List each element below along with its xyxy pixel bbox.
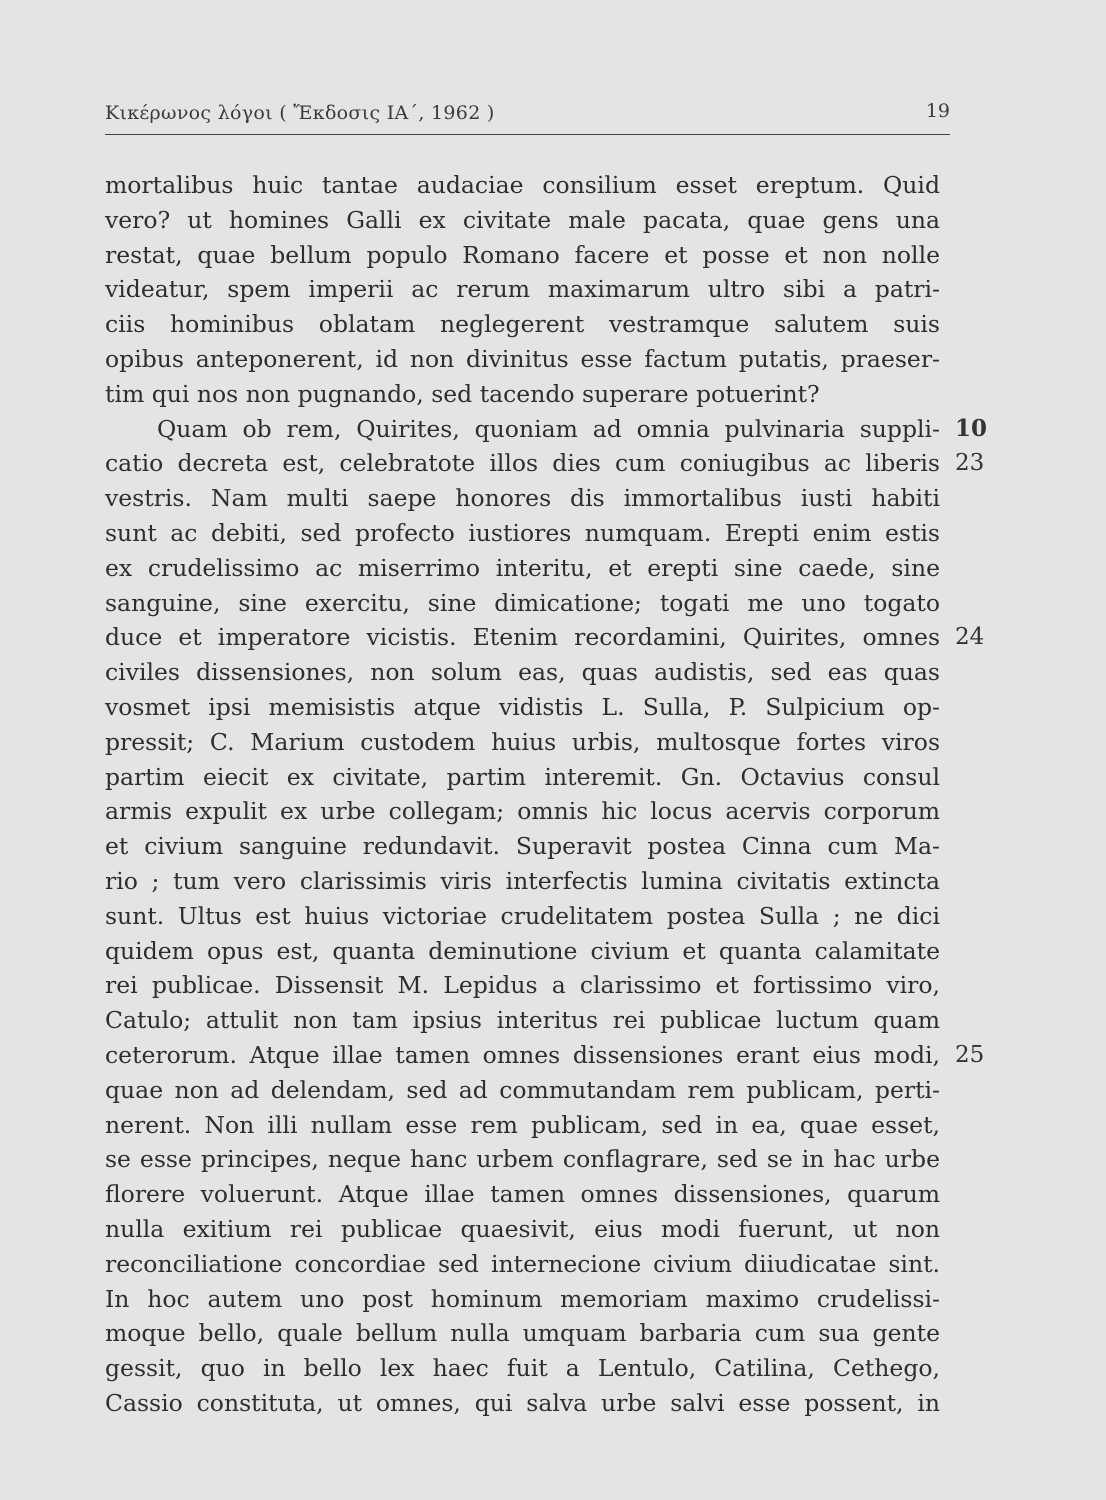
line-text: In hoc autem uno post hominum memoriam maximo crudelissi- bbox=[105, 1284, 940, 1313]
text-line bbox=[105, 690, 940, 725]
line-text: videatur, spem imperii ac rerum maximarum ultro sibi a patri- bbox=[105, 275, 940, 304]
text-line bbox=[105, 516, 940, 551]
text-line bbox=[105, 655, 940, 690]
line-text: civiles dissensiones, non solum eas, quas audistis, sed eas quas bbox=[105, 658, 940, 687]
line-text: Quam ob rem, Quirites, quoniam ad omnia pulvinaria suppli- bbox=[157, 414, 940, 443]
page-number: 19 bbox=[925, 100, 950, 122]
text-line bbox=[105, 1386, 940, 1421]
margin-section-number: 24 bbox=[955, 624, 985, 651]
line-text: se esse principes, neque hanc urbem conflagrare, sed se in hac urbe bbox=[105, 1145, 940, 1174]
line-text: nerent. Non illi nullam esse rem publicam, sed in ea, quae esset, bbox=[105, 1110, 940, 1139]
line-text: opibus anteponerent, id non divinitus esse factum putatis, praeser- bbox=[105, 344, 940, 373]
text-line bbox=[105, 238, 940, 273]
text-line bbox=[105, 412, 988, 447]
text-line bbox=[105, 1142, 940, 1177]
text-line bbox=[105, 586, 940, 621]
line-text: armis expulit ex urbe collegam; omnis hic locus acervis corporum bbox=[105, 797, 940, 826]
line-text: Catulo; attulit non tam ipsius interitus rei publicae luctum quam bbox=[105, 1006, 940, 1035]
text-line bbox=[105, 760, 940, 795]
text-line bbox=[105, 934, 940, 969]
text-line bbox=[105, 1108, 940, 1143]
line-text: nulla exitium rei publicae quaesivit, eius modi fuerunt, ut non bbox=[105, 1214, 940, 1243]
line-text: et civium sanguine redundavit. Superavit postea Cinna cum Ma- bbox=[105, 832, 940, 861]
body-text bbox=[105, 168, 988, 1421]
text-line bbox=[105, 1003, 940, 1038]
running-header bbox=[105, 98, 950, 138]
text-line bbox=[105, 446, 985, 481]
line-text: vestris. Nam multi saepe honores dis immortalibus iusti habiti bbox=[105, 484, 940, 513]
text-line bbox=[105, 829, 940, 864]
line-text: vosmet ipsi memisistis atque vidistis L. Sulla, P. Sulpicium op- bbox=[105, 692, 940, 721]
text-line bbox=[105, 794, 940, 829]
line-text: quae non ad delendam, sed ad commutandam rem publicam, perti- bbox=[105, 1075, 940, 1104]
text-line bbox=[105, 968, 940, 1003]
line-text: gessit, quo in bello lex haec fuit a Lentulo, Catilina, Cethego, bbox=[105, 1354, 940, 1383]
line-text: sunt. Ultus est huius victoriae crudelitatem postea Sulla ; ne dici bbox=[105, 901, 940, 930]
text-line bbox=[105, 551, 940, 586]
margin-section-number: 23 bbox=[955, 450, 985, 477]
line-text: reconciliatione concordiae sed internecione civium diiudicatae sint. bbox=[105, 1249, 940, 1278]
line-text: sunt ac debiti, sed profecto iustiores numquam. Erepti enim estis bbox=[105, 518, 940, 547]
text-line bbox=[105, 168, 940, 203]
text-line bbox=[105, 1351, 940, 1386]
line-text: rio ; tum vero clarissimis viris interfectis lumina civitatis extincta bbox=[105, 866, 940, 895]
text-line bbox=[105, 1212, 940, 1247]
header-rule bbox=[105, 134, 950, 135]
text-line bbox=[105, 864, 940, 899]
text-line bbox=[105, 725, 940, 760]
text-line bbox=[105, 481, 940, 516]
text-line bbox=[105, 307, 940, 342]
text-line bbox=[105, 620, 985, 655]
line-text: quidem opus est, quanta deminutione civium et quanta calamitate bbox=[105, 936, 940, 965]
line-text: ceterorum. Atque illae tamen omnes dissensiones erant eius modi, bbox=[105, 1040, 940, 1069]
text-line bbox=[105, 1282, 940, 1317]
line-text: florere voluerunt. Atque illae tamen omnes dissensiones, quarum bbox=[105, 1180, 940, 1209]
line-text: pressit; C. Marium custodem huius urbis, multosque fortes viros bbox=[105, 727, 940, 756]
margin-section-number: 10 bbox=[955, 414, 988, 442]
text-line bbox=[105, 342, 940, 377]
line-text: moque bello, quale bellum nulla umquam barbaria cum sua gente bbox=[105, 1319, 940, 1348]
line-text: mortalibus huic tantae audaciae consilium esset ereptum. Quid bbox=[105, 171, 940, 199]
line-text: Cassio constituta, ut omnes, qui salva urbe salvi esse possent, in bbox=[105, 1388, 940, 1417]
line-text: vero? ut homines Galli ex civitate male pacata, quae gens una bbox=[105, 205, 940, 234]
text-line bbox=[105, 1177, 940, 1212]
text-line bbox=[105, 1073, 940, 1108]
line-text: tim qui nos non pugnando, sed tacendo superare potuerint? bbox=[105, 379, 820, 408]
margin-section-number: 25 bbox=[955, 1041, 985, 1068]
line-text: catio decreta est, celebratote illos dies cum coniugibus ac liberis bbox=[105, 449, 940, 478]
line-text: duce et imperatore vicistis. Etenim recordamini, Quirites, omnes bbox=[105, 623, 940, 652]
line-text: sanguine, sine exercitu, sine dimicatione; togati me uno togato bbox=[105, 588, 940, 617]
text-line bbox=[105, 899, 940, 934]
line-text: partim eiecit ex civitate, partim interemit. Gn. Octavius consul bbox=[105, 762, 940, 791]
text-line bbox=[105, 377, 940, 412]
text-line bbox=[105, 203, 940, 238]
line-text: rei publicae. Dissensit M. Lepidus a clarissimo et fortissimo viro, bbox=[105, 971, 940, 1000]
text-line bbox=[105, 1316, 940, 1351]
text-line bbox=[105, 272, 940, 307]
header-title: Κικέρωνος λόγοι ( Ἔκδοσις ΙΑ΄, 1962 ) bbox=[105, 102, 495, 124]
text-line bbox=[105, 1038, 985, 1073]
line-text: ciis hominibus oblatam neglegerent vestramque salutem suis bbox=[105, 310, 940, 339]
line-text: ex crudelissimo ac miserrimo interitu, et erepti sine caede, sine bbox=[105, 553, 940, 582]
text-line bbox=[105, 1247, 940, 1282]
line-text: restat, quae bellum populo Romano facere et posse et non nolle bbox=[105, 240, 940, 269]
